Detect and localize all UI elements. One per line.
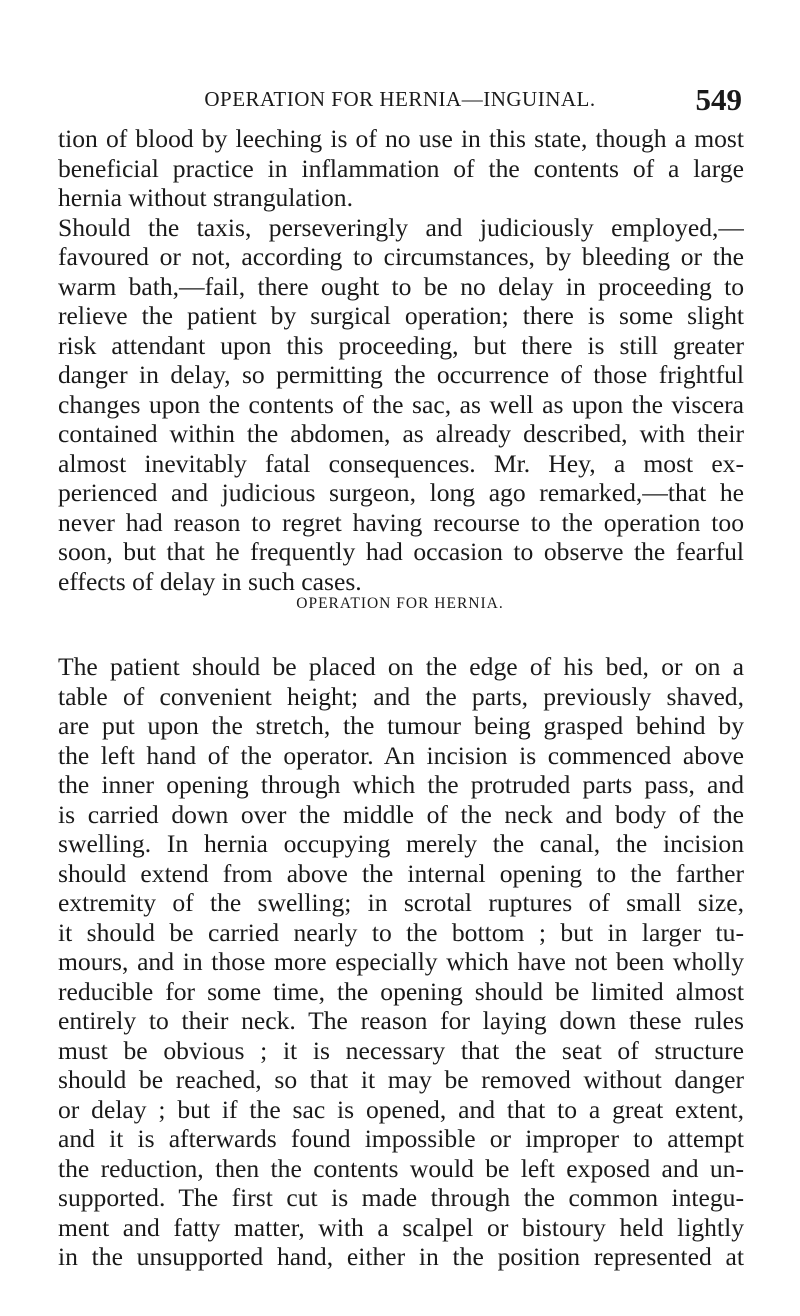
paragraph-1-line: tion of blood by leeching is of no use in this state, though a most bbox=[58, 124, 744, 153]
paragraph-3-line: The patient should be placed on the edge of his bed, or on a bbox=[58, 652, 744, 681]
page-number: 549 bbox=[695, 82, 742, 117]
paragraph-3-line: it should be carried nearly to the bottom ; but in larger tu- bbox=[58, 917, 744, 947]
text-block-bottom bbox=[58, 652, 744, 1272]
paragraph-2-line: warm bath,—fail, there ought to be no delay in proceeding to bbox=[58, 271, 744, 301]
paragraph-2-line: risk attendant upon this proceeding, but there is still greater bbox=[58, 330, 744, 360]
paragraph-3-line: extremity of the swelling; in scrotal ruptures of small size, bbox=[58, 888, 744, 917]
paragraph-3-line: the reduction, then the contents would be left exposed and un- bbox=[58, 1153, 744, 1183]
paragraph-3-line: are put upon the stretch, the tumour being grasped behind by bbox=[58, 711, 744, 740]
paragraph-2-line: soon, but that he frequently had occasion to observe the fearful bbox=[58, 537, 744, 566]
paragraph-3-line: entirely to their neck. The reason for laying down these rules bbox=[58, 1006, 744, 1035]
paragraph-3-line: reducible for some time, the opening should be limited almost bbox=[58, 976, 744, 1006]
text-block-top bbox=[58, 124, 744, 596]
paragraph-1-line: hernia without strangulation. bbox=[58, 183, 353, 212]
paragraph-3-line: ment and fatty matter, with a scalpel or bistoury held lightly bbox=[58, 1212, 744, 1242]
paragraph-3-line: should be reached, so that it may be removed without danger bbox=[58, 1065, 744, 1094]
paragraph-2-line: effects of delay in such cases. bbox=[58, 566, 362, 596]
paragraph-2-line: changes upon the contents of the sac, as well as upon the viscera bbox=[58, 389, 744, 419]
section-heading: OPERATION FOR HERNIA. bbox=[296, 595, 504, 612]
paragraph-3-line: is carried down over the middle of the neck and body of the bbox=[58, 799, 744, 829]
paragraph-3-line: the left hand of the operator. An incision is commenced above bbox=[58, 740, 744, 770]
running-head bbox=[58, 82, 742, 117]
paragraph-2-line: Should the taxis, perseveringly and judiciously employed,— bbox=[58, 212, 744, 242]
paragraph-3-line: table of convenient height; and the parts, previously shaved, bbox=[58, 681, 744, 711]
paragraph-2-line: never had reason to regret having recourse to the operation too bbox=[58, 507, 744, 537]
paragraph-2-line: danger in delay, so permitting the occurrence of those frightful bbox=[58, 360, 744, 389]
paragraph-3-line: mours, and in those more especially which have not been wholly bbox=[58, 947, 744, 976]
paragraph-3-line: and it is afterwards found impossible or improper to attempt bbox=[58, 1124, 744, 1153]
running-title: OPERATION FOR HERNIA—INGUINAL. bbox=[204, 87, 596, 111]
paragraph-3-line: the inner opening through which the protruded parts pass, and bbox=[58, 770, 744, 799]
paragraph-3-line: supported. The first cut is made through the common integu- bbox=[58, 1183, 744, 1212]
paragraph-3-line: must be obvious ; it is necessary that the seat of structure bbox=[58, 1035, 744, 1065]
paragraph-3-line: or delay ; but if the sac is opened, and that to a great extent, bbox=[58, 1094, 744, 1124]
paragraph-2-line: relieve the patient by surgical operation; there is some slight bbox=[58, 301, 744, 330]
paragraph-1-line: beneficial practice in inflammation of the contents of a large bbox=[58, 153, 744, 183]
paragraph-3-line: in the unsupported hand, either in the position represented at bbox=[58, 1242, 744, 1271]
paragraph-2-line: contained within the abdomen, as already described, with their bbox=[58, 419, 744, 448]
paragraph-2-line: perienced and judicious surgeon, long ago remarked,—that he bbox=[58, 478, 744, 507]
paragraph-3-line: should extend from above the internal opening to the farther bbox=[58, 858, 744, 888]
paragraph-3-line: swelling. In hernia occupying merely the canal, the incision bbox=[58, 829, 744, 858]
paragraph-2-line: favoured or not, according to circumstances, by bleeding or the bbox=[58, 242, 744, 271]
paragraph-2-line: almost inevitably fatal consequences. Mr. Hey, a most ex- bbox=[58, 448, 744, 478]
